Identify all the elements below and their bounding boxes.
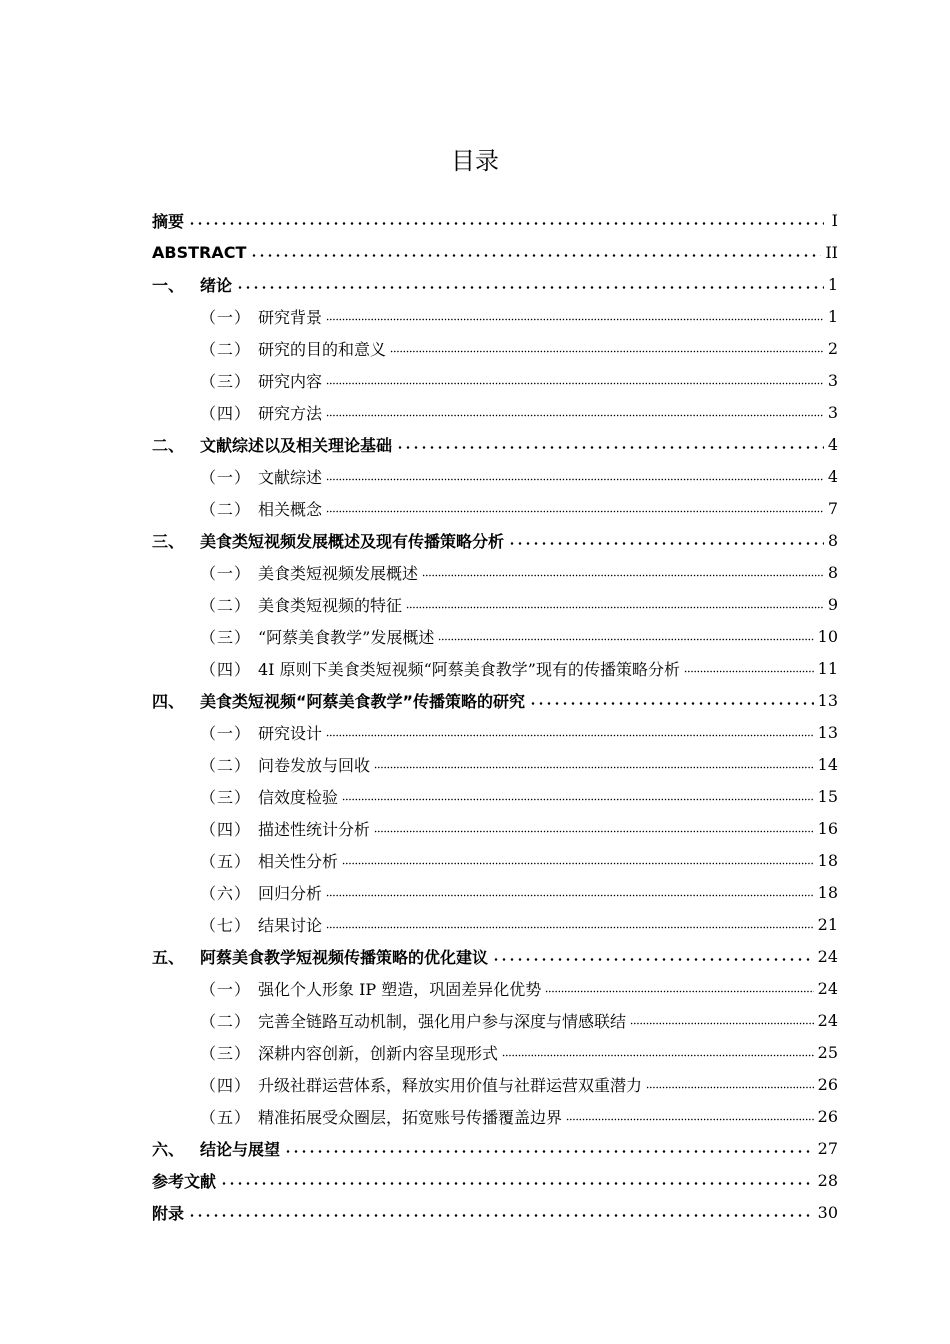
toc-entry-page-number: 26 bbox=[817, 1106, 838, 1126]
toc-chapter-entry[interactable] bbox=[152, 428, 838, 460]
toc-entry-number: （二） bbox=[200, 339, 252, 359]
toc-section-entry[interactable] bbox=[152, 812, 838, 844]
toc-entry-label: 研究设计 bbox=[258, 723, 323, 743]
dot-leader bbox=[545, 978, 813, 998]
toc-entry-label: ABSTRACT bbox=[152, 242, 247, 262]
toc-section-entry[interactable] bbox=[152, 1036, 838, 1068]
toc-entry-page-number: 8 bbox=[827, 562, 838, 582]
dot-leader bbox=[646, 1074, 814, 1094]
toc-entry-page-number: 10 bbox=[817, 626, 838, 646]
toc-entry-number: （二） bbox=[200, 755, 252, 775]
dot-leader bbox=[236, 274, 824, 294]
toc-entry-page-number: 13 bbox=[817, 690, 838, 710]
toc-entry-label: 文献综述以及相关理论基础 bbox=[200, 435, 393, 455]
toc-section-entry[interactable] bbox=[152, 300, 838, 332]
dot-leader bbox=[326, 402, 824, 422]
toc-entry-label: 摘要 bbox=[152, 211, 185, 231]
toc-section-entry[interactable] bbox=[152, 1068, 838, 1100]
dot-leader bbox=[390, 338, 824, 358]
toc-entry-label: 问卷发放与回收 bbox=[258, 755, 371, 775]
toc-entry-number: 五、 bbox=[152, 947, 185, 967]
toc-entry-number: （一） bbox=[200, 979, 252, 999]
toc-entry-page-number: 24 bbox=[817, 1010, 838, 1030]
toc-entry-page-number: 13 bbox=[817, 722, 838, 742]
toc-entry-label: 研究方法 bbox=[258, 403, 323, 423]
toc-section-entry[interactable] bbox=[152, 620, 838, 652]
toc-entry-page-number: 18 bbox=[817, 850, 838, 870]
toc-section-entry[interactable] bbox=[152, 1004, 838, 1036]
toc-section-entry[interactable] bbox=[152, 908, 838, 940]
dot-leader bbox=[188, 1202, 814, 1222]
toc-entry-page-number: 24 bbox=[817, 946, 838, 966]
toc-entry-page-number: 30 bbox=[817, 1202, 838, 1222]
toc-entry-number: （四） bbox=[200, 819, 252, 839]
toc-entry-page-number: 28 bbox=[817, 1170, 838, 1190]
toc-entry-label: 完善全链路互动机制，强化用户参与深度与情感联结 bbox=[258, 1011, 627, 1031]
toc-entry-page-number: 25 bbox=[817, 1042, 838, 1062]
dot-leader bbox=[396, 434, 824, 454]
toc-section-entry[interactable] bbox=[152, 844, 838, 876]
toc-entry-number: 二、 bbox=[152, 435, 185, 455]
toc-entry-number: 一、 bbox=[152, 275, 185, 295]
dot-leader bbox=[188, 210, 824, 230]
dot-leader bbox=[492, 946, 814, 966]
toc-section-entry[interactable] bbox=[152, 460, 838, 492]
toc-entry-page-number: 7 bbox=[827, 498, 838, 518]
toc-entry-label: 4I 原则下美食类短视频“阿蔡美食教学”现有的传播策略分析 bbox=[258, 659, 680, 679]
dot-leader bbox=[342, 786, 814, 806]
toc-entry-page-number: 1 bbox=[827, 274, 838, 294]
toc-entry-page-number: 9 bbox=[827, 594, 838, 614]
dot-leader bbox=[502, 1042, 814, 1062]
toc-entry-label: “阿蔡美食教学”发展概述 bbox=[258, 627, 435, 647]
toc-entry-label: 附录 bbox=[152, 1203, 185, 1223]
dot-leader bbox=[326, 882, 814, 902]
toc-entry-number: （七） bbox=[200, 915, 252, 935]
toc-entry-number: （三） bbox=[200, 627, 252, 647]
toc-chapter-entry[interactable] bbox=[152, 268, 838, 300]
toc-entry-number: （一） bbox=[200, 723, 252, 743]
toc-entry-label: 信效度检验 bbox=[258, 787, 339, 807]
toc-entry-number: （一） bbox=[200, 307, 252, 327]
toc-entry-number: （五） bbox=[200, 851, 252, 871]
toc-section-entry[interactable] bbox=[152, 1100, 838, 1132]
dot-leader bbox=[284, 1138, 814, 1158]
toc-entry-label: 强化个人形象 IP 塑造，巩固差异化优势 bbox=[258, 979, 542, 999]
toc-entry-page-number: 1 bbox=[827, 306, 838, 326]
page-title: 目录 bbox=[451, 147, 499, 175]
toc-entry-page-number: 16 bbox=[817, 818, 838, 838]
toc-entry-label: 深耕内容创新，创新内容呈现形式 bbox=[258, 1043, 499, 1063]
toc-chapter-entry[interactable] bbox=[152, 236, 838, 268]
toc-entry-label: 相关概念 bbox=[258, 499, 323, 519]
dot-leader bbox=[326, 466, 824, 486]
dot-leader bbox=[684, 658, 814, 678]
toc-chapter-entry[interactable] bbox=[152, 940, 838, 972]
toc-section-entry[interactable] bbox=[152, 332, 838, 364]
toc-entry-label: 绪论 bbox=[200, 275, 233, 295]
toc-entry-number: （二） bbox=[200, 499, 252, 519]
toc-entry-number: （一） bbox=[200, 563, 252, 583]
toc-entry-number: （二） bbox=[200, 1011, 252, 1031]
toc-section-entry[interactable] bbox=[152, 588, 838, 620]
dot-leader bbox=[342, 850, 814, 870]
toc-entry-number: （四） bbox=[200, 1075, 252, 1095]
toc-entry-label: 结果讨论 bbox=[258, 915, 323, 935]
toc-entry-label: 美食类短视频发展概述及现有传播策略分析 bbox=[200, 531, 505, 551]
toc-section-entry[interactable] bbox=[152, 748, 838, 780]
dot-leader bbox=[326, 498, 824, 518]
toc-chapter-entry[interactable] bbox=[152, 204, 838, 236]
toc-entry-number: 三、 bbox=[152, 531, 185, 551]
toc-chapter-entry[interactable] bbox=[152, 1132, 838, 1164]
dot-leader bbox=[422, 562, 824, 582]
toc-chapter-entry[interactable] bbox=[152, 1196, 838, 1228]
toc-entry-number: （四） bbox=[200, 403, 252, 423]
toc-chapter-entry[interactable] bbox=[152, 684, 838, 716]
toc-section-entry[interactable] bbox=[152, 364, 838, 396]
toc-entry-number: （五） bbox=[200, 1107, 252, 1127]
toc-entry-label: 美食类短视频的特征 bbox=[258, 595, 403, 615]
dot-leader bbox=[374, 754, 814, 774]
toc-entry-number: 六、 bbox=[152, 1139, 185, 1159]
toc-section-entry[interactable] bbox=[152, 716, 838, 748]
dot-leader bbox=[438, 626, 813, 646]
toc-entry-page-number: 26 bbox=[817, 1074, 838, 1094]
toc-entry-number: （六） bbox=[200, 883, 252, 903]
toc-entry-page-number: 3 bbox=[827, 370, 838, 390]
toc-entry-number: （三） bbox=[200, 371, 252, 391]
toc-entry-page-number: 3 bbox=[827, 402, 838, 422]
dot-leader bbox=[566, 1106, 814, 1126]
toc-section-entry[interactable] bbox=[152, 396, 838, 428]
toc-entry-page-number: I bbox=[831, 210, 838, 230]
toc-entry-label: 文献综述 bbox=[258, 467, 323, 487]
toc-chapter-entry[interactable] bbox=[152, 1164, 838, 1196]
table-of-contents bbox=[152, 204, 838, 1228]
toc-entry-page-number: 27 bbox=[817, 1138, 838, 1158]
toc-entry-label: 阿蔡美食教学短视频传播策略的优化建议 bbox=[200, 947, 489, 967]
dot-leader bbox=[250, 242, 821, 262]
dot-leader bbox=[529, 690, 814, 710]
dot-leader bbox=[630, 1010, 814, 1030]
toc-section-entry[interactable] bbox=[152, 876, 838, 908]
toc-entry-label: 描述性统计分析 bbox=[258, 819, 371, 839]
toc-entry-label: 研究的目的和意义 bbox=[258, 339, 387, 359]
toc-entry-number: （四） bbox=[200, 659, 252, 679]
toc-entry-label: 美食类短视频发展概述 bbox=[258, 563, 419, 583]
toc-entry-number: （三） bbox=[200, 787, 252, 807]
toc-entry-number: 四、 bbox=[152, 691, 185, 711]
toc-section-entry[interactable] bbox=[152, 780, 838, 812]
toc-entry-label: 相关性分析 bbox=[258, 851, 339, 871]
dot-leader bbox=[326, 722, 814, 742]
toc-chapter-entry[interactable] bbox=[152, 524, 838, 556]
toc-entry-page-number: 2 bbox=[827, 338, 838, 358]
toc-entry-label: 研究内容 bbox=[258, 371, 323, 391]
toc-entry-label: 精准拓展受众圈层，拓宽账号传播覆盖边界 bbox=[258, 1107, 563, 1127]
toc-entry-page-number: 24 bbox=[817, 978, 838, 998]
toc-entry-page-number: 15 bbox=[817, 786, 838, 806]
toc-entry-number: （一） bbox=[200, 467, 252, 487]
toc-entry-label: 美食类短视频“阿蔡美食教学”传播策略的研究 bbox=[200, 691, 526, 711]
toc-entry-label: 结论与展望 bbox=[200, 1139, 281, 1159]
dot-leader bbox=[508, 530, 824, 550]
toc-entry-label: 研究背景 bbox=[258, 307, 323, 327]
toc-entry-page-number: 14 bbox=[817, 754, 838, 774]
toc-entry-number: （三） bbox=[200, 1043, 252, 1063]
dot-leader bbox=[406, 594, 824, 614]
toc-entry-page-number: 4 bbox=[827, 466, 838, 486]
dot-leader bbox=[326, 914, 814, 934]
dot-leader bbox=[374, 818, 814, 838]
toc-section-entry[interactable] bbox=[152, 556, 838, 588]
toc-entry-number: （二） bbox=[200, 595, 252, 615]
toc-entry-label: 升级社群运营体系，释放实用价值与社群运营双重潜力 bbox=[258, 1075, 643, 1095]
toc-entry-label: 回归分析 bbox=[258, 883, 323, 903]
toc-section-entry[interactable] bbox=[152, 492, 838, 524]
toc-entry-page-number: 11 bbox=[817, 658, 838, 678]
dot-leader bbox=[326, 370, 824, 390]
toc-entry-page-number: II bbox=[825, 242, 838, 262]
toc-entry-page-number: 18 bbox=[817, 882, 838, 902]
toc-entry-page-number: 21 bbox=[817, 914, 838, 934]
toc-entry-page-number: 8 bbox=[827, 530, 838, 550]
dot-leader bbox=[220, 1170, 814, 1190]
toc-section-entry[interactable] bbox=[152, 652, 838, 684]
toc-section-entry[interactable] bbox=[152, 972, 838, 1004]
toc-entry-page-number: 4 bbox=[827, 434, 838, 454]
dot-leader bbox=[326, 306, 824, 326]
toc-entry-label: 参考文献 bbox=[152, 1171, 217, 1191]
